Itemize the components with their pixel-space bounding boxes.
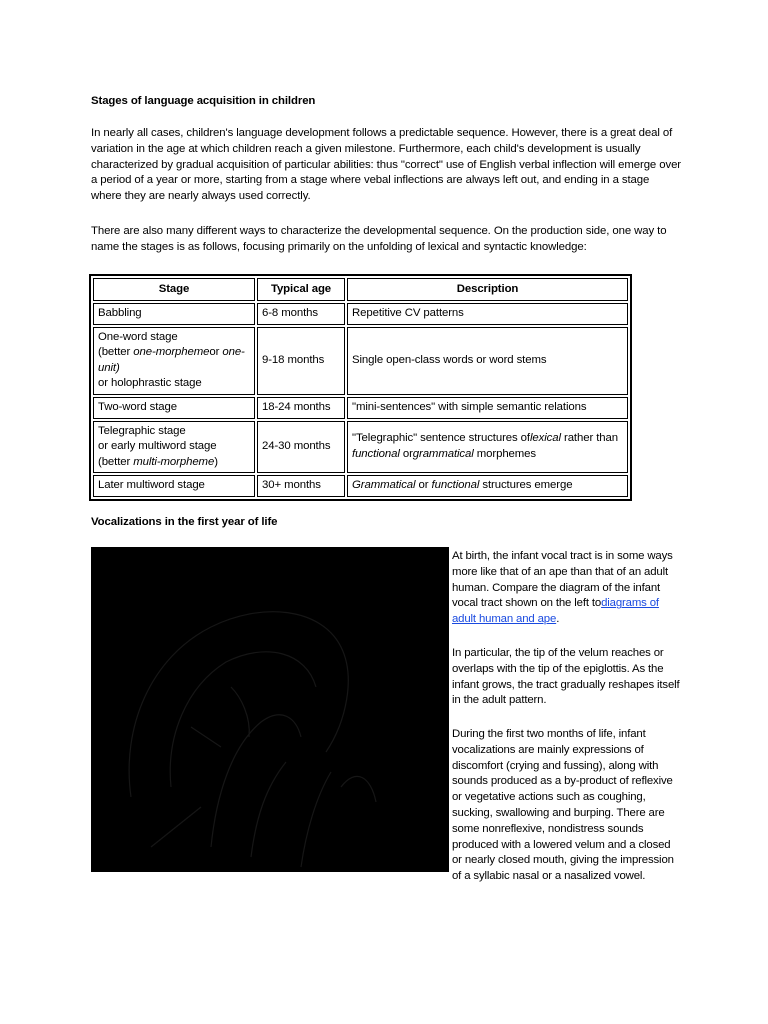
intro-paragraph: In nearly all cases, children's language development follows a predictable sequence. However, there is a great deal of variation in the age at which children reach a given milestone. Furthermore, each child's development is usually characterized by gradual acquisition of particular abilities: thus "correct" use of English verbal inflection will emerge over a period of a year or more, starting from a stage where vebal inflections are always left out, and ending in a stage where they are nearly always used correctly. — [91, 127, 681, 203]
second-paragraph: There are also many different ways to characterize the developmental sequence. On the production side, one way to name the stages is as follows, focusing primarily on the unfolding of lexical and syntactic knowledge: — [91, 225, 667, 253]
stage-line: or — [209, 346, 223, 359]
desc-text: or — [415, 479, 432, 492]
desc-text: structures emerge — [479, 479, 573, 492]
side-text-p2: In particular, the tip of the velum reaches or overlaps with the tip of the epiglottis. As the infant grows, the tract gradually reshapes itself in the adult pattern. — [452, 647, 680, 707]
cell-stage — [93, 327, 255, 395]
side-text-p1 — [452, 549, 682, 628]
page-title: Stages of language acquisition in children — [91, 95, 316, 107]
cell-age: 30+ months — [257, 475, 345, 497]
table-row — [93, 327, 628, 395]
side-text-p3: During the first two months of life, infant vocalizations are mainly expressions of discomfort (crying and fussing), along with sounds produced as a by-product of reflexive or vegetative actions such as coughing, sucking, swallowing and burping. There are some nonreflexive, nondistress sounds produced with a lowered velum and a closed or nearly closed mouth, giving the impression of a syllabic nasal or a nasalized vowel. — [452, 728, 674, 883]
desc-italic: Grammatical — [352, 479, 416, 492]
desc-text: rather than — [560, 432, 618, 445]
cell-stage: Babbling — [93, 303, 255, 325]
table-row — [93, 421, 628, 474]
table-row — [93, 397, 628, 419]
table-row — [93, 303, 628, 325]
stage-line: (better — [98, 455, 134, 468]
side-p1-text: At birth, the infant vocal tract is in some ways more like that of an ape than that of an adult human. Compare the diagram of the infant vocal tract shown on the left to — [452, 550, 673, 610]
adult-human-ape-link[interactable]: diagrams of adult human and ape — [452, 597, 659, 626]
cell-stage: Two-word stage — [93, 397, 255, 419]
stages-table — [89, 274, 632, 501]
stage-italic: multi-morpheme — [133, 455, 215, 468]
section-title-vocalizations: Vocalizations in the first year of life — [91, 516, 278, 528]
cell-age: 6-8 months — [257, 303, 345, 325]
header-description: Description — [347, 278, 628, 301]
header-stage: Stage — [93, 278, 255, 301]
desc-italic: functional — [431, 479, 480, 492]
stage-line: (better — [98, 346, 134, 359]
stage-line: ) — [214, 455, 218, 468]
cell-description: Repetitive CV patterns — [347, 303, 628, 325]
stage-italic: one-unit) — [98, 346, 245, 374]
stage-italic: one-morpheme — [133, 346, 210, 359]
table-row — [93, 475, 628, 497]
stage-line: or holophrastic stage — [98, 377, 202, 390]
desc-italic: functional — [352, 447, 400, 460]
cell-stage — [93, 421, 255, 474]
cell-description: "mini-sentences" with simple semantic relations — [347, 397, 628, 419]
desc-italic: grammatical — [412, 447, 474, 460]
vocal-tract-drawing — [91, 547, 449, 872]
desc-text: or — [399, 447, 413, 460]
table-header-row — [93, 278, 628, 301]
side-p1-end: . — [556, 613, 560, 626]
cell-age: 18-24 months — [257, 397, 345, 419]
cell-age: 24-30 months — [257, 421, 345, 474]
cell-stage: Later multiword stage — [93, 475, 255, 497]
cell-description: Single open-class words or word stems — [347, 327, 628, 395]
cell-description — [347, 421, 628, 474]
header-typical-age: Typical age — [257, 278, 345, 301]
desc-text: "Telegraphic" sentence structures of — [352, 432, 530, 445]
stage-line: Telegraphic stage — [98, 424, 186, 437]
stage-line: One-word stage — [98, 330, 178, 343]
desc-italic: lexical — [529, 432, 561, 445]
cell-age: 9-18 months — [257, 327, 345, 395]
desc-text: morphemes — [473, 447, 537, 460]
stage-line: or early multiword stage — [98, 440, 217, 453]
cell-description — [347, 475, 628, 497]
infant-vocal-tract-diagram — [91, 547, 449, 872]
